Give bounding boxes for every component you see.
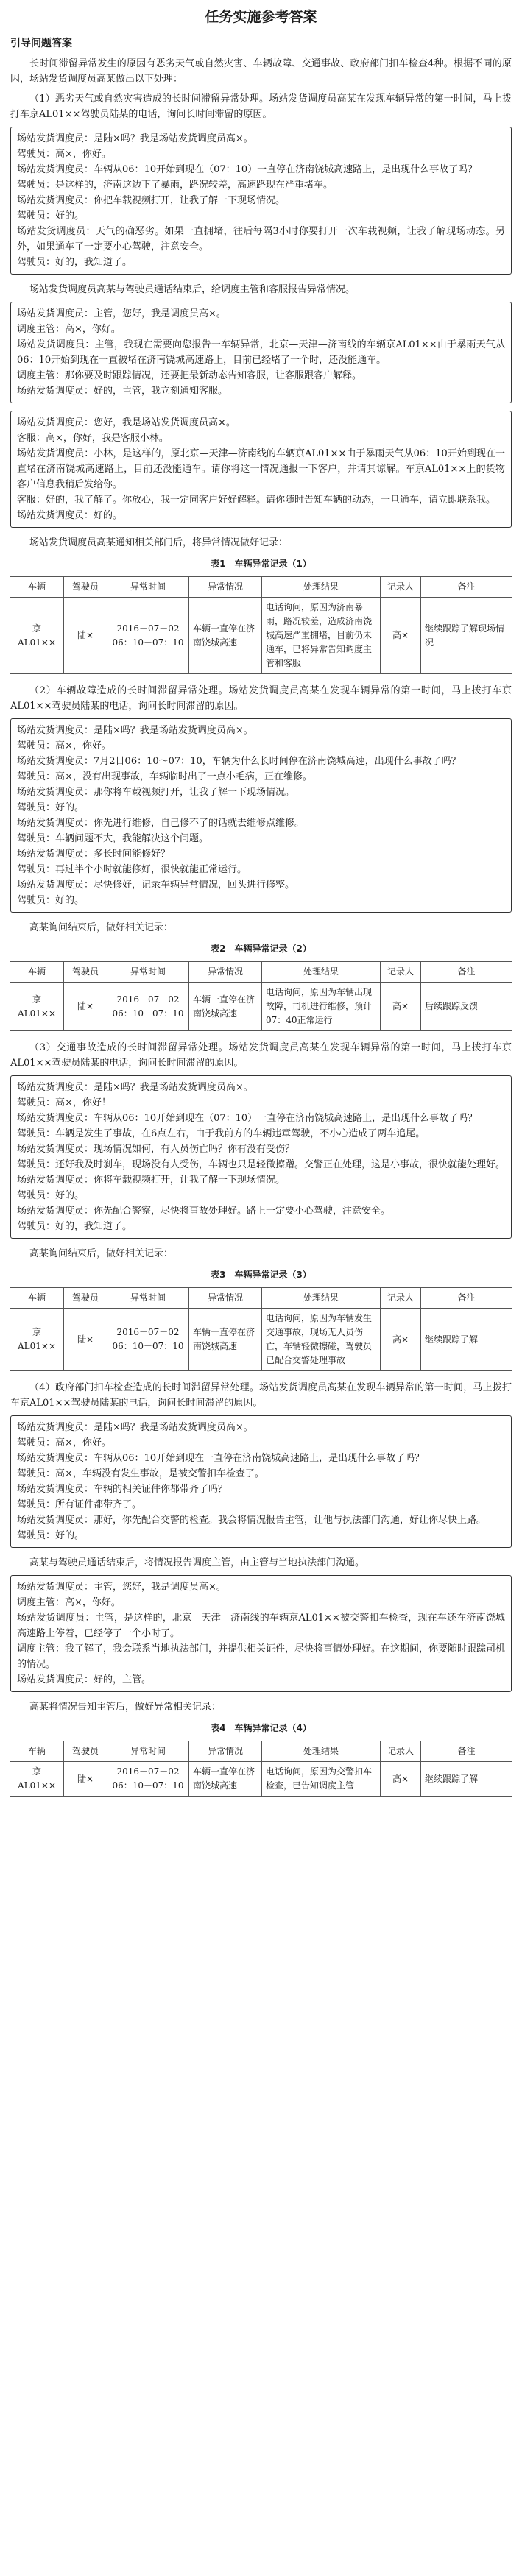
case1-dialog-driver bbox=[10, 127, 512, 275]
abnormal-record-table-3 bbox=[10, 1287, 512, 1371]
header-recorder: 记录人 bbox=[381, 577, 421, 598]
table-row bbox=[10, 983, 512, 1031]
cell-vehicle: 京AL01×× bbox=[10, 983, 64, 1031]
dialog-line: 场站发货调度员：是陆×吗？我是场站发货调度员高×。 bbox=[17, 725, 253, 736]
abnormal-record-table-1 bbox=[10, 576, 512, 674]
header-vehicle: 车辆 bbox=[10, 1741, 64, 1762]
dialog-line: 客服：好的，我了解了。你放心，我一定同客户好好解释。请你随时告知车辆的动态，一旦通车，请立即联系我。 bbox=[17, 495, 496, 506]
case2-after: 高某询问结束后，做好相关记录： bbox=[29, 922, 174, 933]
dialog-line: 场站发货调度员：好的。 bbox=[17, 510, 123, 521]
dialog-line: 客服：高×，你好，我是客服小林。 bbox=[17, 433, 169, 444]
cell-driver: 陆× bbox=[64, 983, 107, 1031]
dialog-line: 场站发货调度员：车辆的相关证件你都带齐了吗？ bbox=[17, 1484, 228, 1495]
dialog-line: 场站发货调度员：7月2日06：10～07：10，车辆为什么长时间停在济南饶城高速，出现什么事故了吗？ bbox=[17, 756, 461, 767]
dialog-line: 驾驶员：好的。 bbox=[17, 802, 85, 813]
header-result: 处理结果 bbox=[262, 1741, 381, 1762]
cell-recorder: 高× bbox=[381, 1309, 421, 1371]
header-situation: 异常情况 bbox=[189, 577, 262, 598]
section-heading: 引导问题答案 bbox=[10, 38, 72, 49]
table-header-row bbox=[10, 962, 512, 983]
case1-intro: （1）恶劣天气或自然灾害造成的长时间滞留异常处理。场站发货调度员高某在发现车辆异常的第一时间，马上拨打车京AL01××驾驶员陆某的电话，询问长时间滞留的原因。 bbox=[10, 93, 512, 120]
table-row bbox=[10, 1762, 512, 1797]
header-time: 异常时间 bbox=[107, 577, 189, 598]
case1-after: 场站发货调度员高某通知相关部门后，将异常情况做好记录： bbox=[29, 537, 289, 548]
table3-caption: 表3 车辆异常记录（3） bbox=[211, 1270, 311, 1280]
dialog-line: 场站发货调度员：天气的确恶劣。如果一直拥堵，往后每隔3小时你要打开一次车载视频，让我了解现场动态。另外，如果通车了一定要小心驾驶，注意安全。 bbox=[17, 226, 505, 252]
dialog-line: 驾驶员：高×，你好。 bbox=[17, 740, 111, 751]
case1-between: 场站发货调度员高某与驾驶员通话结束后，给调度主管和客服报告异常情况。 bbox=[29, 284, 356, 295]
dialog-line: 调度主管：那你要及时跟踪情况，还要把最新动态告知客服，让客服跟客户解释。 bbox=[17, 370, 362, 381]
cell-recorder: 高× bbox=[381, 1762, 421, 1797]
cell-result: 电话询问，原因为车辆出现故障，司机进行维修，预计07：40正常运行 bbox=[262, 983, 381, 1031]
dialog-line: 场站发货调度员：主管，是这样的，北京—天津—济南线的车辆京AL01××被交警扣车检查，现在车还在济南饶城高速路上停着，已经停了一个小时了。 bbox=[17, 1613, 505, 1639]
dialog-line: 驾驶员：高×，你好！ bbox=[17, 1097, 111, 1108]
cell-vehicle: 京AL01×× bbox=[10, 598, 64, 674]
cell-note: 继续跟踪了解 bbox=[421, 1762, 512, 1797]
dialog-line: 驾驶员：所有证件都带齐了。 bbox=[17, 1499, 142, 1510]
dialog-line: 场站发货调度员：尽快修好，记录车辆异常情况，回头进行修整。 bbox=[17, 880, 295, 891]
header-time: 异常时间 bbox=[107, 1288, 189, 1309]
header-recorder: 记录人 bbox=[381, 1288, 421, 1309]
cell-note: 继续跟踪了解现场情况 bbox=[421, 598, 512, 674]
table2-caption: 表2 车辆异常记录（2） bbox=[211, 944, 311, 954]
dialog-line: 驾驶员：好的。 bbox=[17, 895, 85, 906]
cell-time: 2016－07－02 06：10－07：10 bbox=[107, 983, 189, 1031]
cell-situation: 车辆一直停在济南饶城高速 bbox=[189, 1309, 262, 1371]
cell-time: 2016－07－02 06：10－07：10 bbox=[107, 598, 189, 674]
header-result: 处理结果 bbox=[262, 577, 381, 598]
dialog-line: 场站发货调度员：是陆×吗？我是场站发货调度员高×。 bbox=[17, 1422, 253, 1433]
dialog-line: 场站发货调度员：多长时间能修好？ bbox=[17, 849, 171, 860]
cell-note: 后续跟踪反馈 bbox=[421, 983, 512, 1031]
cell-vehicle: 京AL01×× bbox=[10, 1762, 64, 1797]
case1-dialog-supervisor bbox=[10, 302, 512, 403]
dialog-line: 驾驶员：高×，没有出现事故，车辆临时出了一点小毛病，正在维修。 bbox=[17, 771, 312, 782]
dialog-line: 驾驶员：高×，你好。 bbox=[17, 1437, 111, 1448]
dialog-line: 场站发货调度员：好的，主管，我立刻通知客服。 bbox=[17, 386, 228, 397]
dialog-line: 驾驶员：好的，我知道了。 bbox=[17, 257, 133, 268]
cell-recorder: 高× bbox=[381, 983, 421, 1031]
dialog-line: 场站发货调度员：是陆×吗？我是场站发货调度员高×。 bbox=[17, 1082, 253, 1093]
dialog-line: 驾驶员：是这样的，济南这边下了暴雨，路况较差，高速路现在严重堵车。 bbox=[17, 180, 334, 191]
header-driver: 驾驶员 bbox=[64, 1288, 107, 1309]
case2-dialog bbox=[10, 718, 512, 913]
table-row bbox=[10, 1309, 512, 1371]
header-time: 异常时间 bbox=[107, 962, 189, 983]
cell-recorder: 高× bbox=[381, 598, 421, 674]
cell-vehicle: 京AL01×× bbox=[10, 1309, 64, 1371]
table-header-row bbox=[10, 577, 512, 598]
case3-dialog bbox=[10, 1075, 512, 1239]
dialog-line: 调度主管：我了解了，我会联系当地执法部门，并提供相关证件，尽快将事情处理好。在这期间，你要随时跟踪司机的情况。 bbox=[17, 1643, 506, 1670]
dialog-line: 驾驶员：高×，你好。 bbox=[17, 149, 111, 160]
dialog-line: 场站发货调度员：主管，您好，我是调度员高×。 bbox=[17, 1582, 226, 1593]
dialog-line: 驾驶员：好的。 bbox=[17, 210, 85, 222]
intro-paragraph: 长时间滞留异常发生的原因有恶劣天气或自然灾害、车辆故障、交通事故、政府部门扣车检查4种。根据不同的原因，场站发货调度员高某做出以下处理： bbox=[10, 58, 512, 85]
dialog-line: 场站发货调度员：车辆从06：10开始到现在（07：10）一直停在济南饶城高速路上，是出现什么事故了吗？ bbox=[17, 1113, 478, 1124]
header-driver: 驾驶员 bbox=[64, 962, 107, 983]
abnormal-record-table-4 bbox=[10, 1741, 512, 1797]
dialog-line: 驾驶员：高×，车辆没有发生事故，是被交警扣车检查了。 bbox=[17, 1468, 264, 1479]
cell-result: 电话询问，原因为车辆发生交通事故，现场无人员伤亡，车辆轻微擦碰，驾驶员已配合交警处理事故 bbox=[262, 1309, 381, 1371]
header-note: 备注 bbox=[421, 962, 512, 983]
cell-driver: 陆× bbox=[64, 1762, 107, 1797]
dialog-line: 场站发货调度员：您好，我是场站发货调度员高×。 bbox=[17, 417, 236, 428]
table-header-row bbox=[10, 1741, 512, 1762]
dialog-line: 场站发货调度员：你将车载视频打开，让我了解一下现场情况。 bbox=[17, 1175, 286, 1186]
cell-driver: 陆× bbox=[64, 1309, 107, 1371]
dialog-line: 场站发货调度员：是陆×吗？我是场站发货调度员高×。 bbox=[17, 133, 253, 144]
cell-time: 2016－07－02 06：10－07：10 bbox=[107, 1309, 189, 1371]
cell-time: 2016－07－02 06：10－07：10 bbox=[107, 1762, 189, 1797]
cell-situation: 车辆一直停在济南饶城高速 bbox=[189, 598, 262, 674]
case4-after: 高某将情况告知主管后，做好异常相关记录： bbox=[29, 1702, 222, 1713]
header-note: 备注 bbox=[421, 1288, 512, 1309]
header-vehicle: 车辆 bbox=[10, 1288, 64, 1309]
dialog-line: 场站发货调度员：好的，主管。 bbox=[17, 1674, 152, 1685]
dialog-line: 场站发货调度员：现场情况如何，有人员伤亡吗？你有没有受伤？ bbox=[17, 1144, 295, 1155]
dialog-line: 驾驶员：好的。 bbox=[17, 1190, 85, 1201]
table-row bbox=[10, 598, 512, 674]
header-time: 异常时间 bbox=[107, 1741, 189, 1762]
dialog-line: 场站发货调度员：你先进行维修，自己修不了的话就去维修点维修。 bbox=[17, 818, 305, 829]
header-vehicle: 车辆 bbox=[10, 962, 64, 983]
header-situation: 异常情况 bbox=[189, 1741, 262, 1762]
dialog-line: 场站发货调度员：你先配合警察，尽快将事故处理好。路上一定要小心驾驶，注意安全。 bbox=[17, 1206, 391, 1217]
dialog-line: 场站发货调度员：那好，你先配合交警的检查。我会将情况报告主管，让他与执法部门沟通，好让你尽快上路。 bbox=[17, 1515, 487, 1526]
table1-caption: 表1 车辆异常记录（1） bbox=[211, 559, 311, 569]
dialog-line: 驾驶员：还好我及时刹车，现场没有人受伤，车辆也只是轻微擦蹭。交警正在处理，这是小事故，很快就能处理好。 bbox=[17, 1159, 506, 1170]
case4-between: 高某与驾驶员通话结束后，将情况报告调度主管，由主管与当地执法部门沟通。 bbox=[29, 1557, 365, 1568]
header-result: 处理结果 bbox=[262, 1288, 381, 1309]
dialog-line: 调度主管：高×，你好。 bbox=[17, 1597, 121, 1608]
cell-driver: 陆× bbox=[64, 598, 107, 674]
cell-situation: 车辆一直停在济南饶城高速 bbox=[189, 983, 262, 1031]
dialog-line: 驾驶员：车辆问题不大，我能解决这个问题。 bbox=[17, 833, 209, 844]
dialog-line: 驾驶员：好的，我知道了。 bbox=[17, 1221, 133, 1232]
cell-result: 电话询问，原因为交警扣车检查，已告知调度主管 bbox=[262, 1762, 381, 1797]
dialog-line: 场站发货调度员：车辆从06：10开始到现在一直停在济南饶城高速路上，是出现什么事故了吗？ bbox=[17, 1453, 425, 1464]
case4-intro: （4）政府部门扣车检查造成的长时间滞留异常处理。场站发货调度员高某在发现车辆异常的第一时间，马上拨打车京AL01××驾驶员陆某的电话，询问长时间滞留的原因。 bbox=[10, 1382, 512, 1409]
header-recorder: 记录人 bbox=[381, 962, 421, 983]
case1-dialog-customer-service bbox=[10, 411, 512, 528]
table-header-row bbox=[10, 1288, 512, 1309]
header-driver: 驾驶员 bbox=[64, 577, 107, 598]
table4-caption: 表4 车辆异常记录（4） bbox=[211, 1723, 311, 1733]
dialog-line: 场站发货调度员：车辆从06：10开始到现在（07：10）一直停在济南饶城高速路上，是出现什么事故了吗？ bbox=[17, 164, 478, 175]
dialog-line: 场站发货调度员：主管，您好，我是调度员高×。 bbox=[17, 308, 226, 319]
dialog-line: 场站发货调度员：你把车载视频打开，让我了解一下现场情况。 bbox=[17, 195, 286, 206]
abnormal-record-table-2 bbox=[10, 961, 512, 1031]
page-title: 任务实施参考答案 bbox=[205, 9, 317, 25]
header-vehicle: 车辆 bbox=[10, 577, 64, 598]
dialog-line: 调度主管：高×，你好。 bbox=[17, 324, 121, 335]
case3-after: 高某询问结束后，做好相关记录： bbox=[29, 1248, 174, 1259]
cell-note: 继续跟踪了解 bbox=[421, 1309, 512, 1371]
case4-dialog-driver bbox=[10, 1415, 512, 1548]
dialog-line: 驾驶员：车辆是发生了事故，在6点左右，由于我前方的车辆违章驾驶，不小心造成了两车追尾。 bbox=[17, 1128, 426, 1139]
dialog-line: 场站发货调度员：主管，我现在需要向您报告一车辆异常，北京—天津—济南线的车辆京AL01××由于暴雨天气从06：10开始到现在一直被堵在济南饶城高速路上，目前已经堵了一个时，还没能通车。 bbox=[17, 339, 505, 366]
dialog-line: 驾驶员：好的。 bbox=[17, 1530, 85, 1541]
dialog-line: 场站发货调度员：小林，是这样的，原北京—天津—济南线的车辆京AL01××由于暴雨天气从06：10开始到现在一直堵在济南饶城高速路上，目前还没能通车。请你将这一情况通报一下客户，并请其谅解。车京AL01××上的货物客户信息我稍后发给你。 bbox=[17, 448, 505, 490]
header-result: 处理结果 bbox=[262, 962, 381, 983]
case4-dialog-supervisor bbox=[10, 1575, 512, 1692]
header-situation: 异常情况 bbox=[189, 962, 262, 983]
header-note: 备注 bbox=[421, 577, 512, 598]
header-situation: 异常情况 bbox=[189, 1288, 262, 1309]
dialog-line: 场站发货调度员：那你将车载视频打开，让我了解一下现场情况。 bbox=[17, 787, 295, 798]
header-note: 备注 bbox=[421, 1741, 512, 1762]
case2-intro: （2）车辆故障造成的长时间滞留异常处理。场站发货调度员高某在发现车辆异常的第一时间，马上拨打车京AL01××驾驶员陆某的电话，询问长时间滞留的原因。 bbox=[10, 685, 512, 712]
header-recorder: 记录人 bbox=[381, 1741, 421, 1762]
dialog-line: 驾驶员：再过半个小时就能修好，很快就能正常运行。 bbox=[17, 864, 247, 875]
cell-situation: 车辆一直停在济南饶城高速 bbox=[189, 1762, 262, 1797]
header-driver: 驾驶员 bbox=[64, 1741, 107, 1762]
case3-intro: （3）交通事故造成的长时间滞留异常处理。场站发货调度员高某在发现车辆异常的第一时间，马上拨打车京AL01××驾驶员陆某的电话，询问长时间滞留的原因。 bbox=[10, 1042, 512, 1069]
cell-result: 电话询问，原因为济南暴雨，路况较差，造成济南饶城高速严重拥堵，目前仍未通车，已将异常告知调度主管和客服 bbox=[262, 598, 381, 674]
